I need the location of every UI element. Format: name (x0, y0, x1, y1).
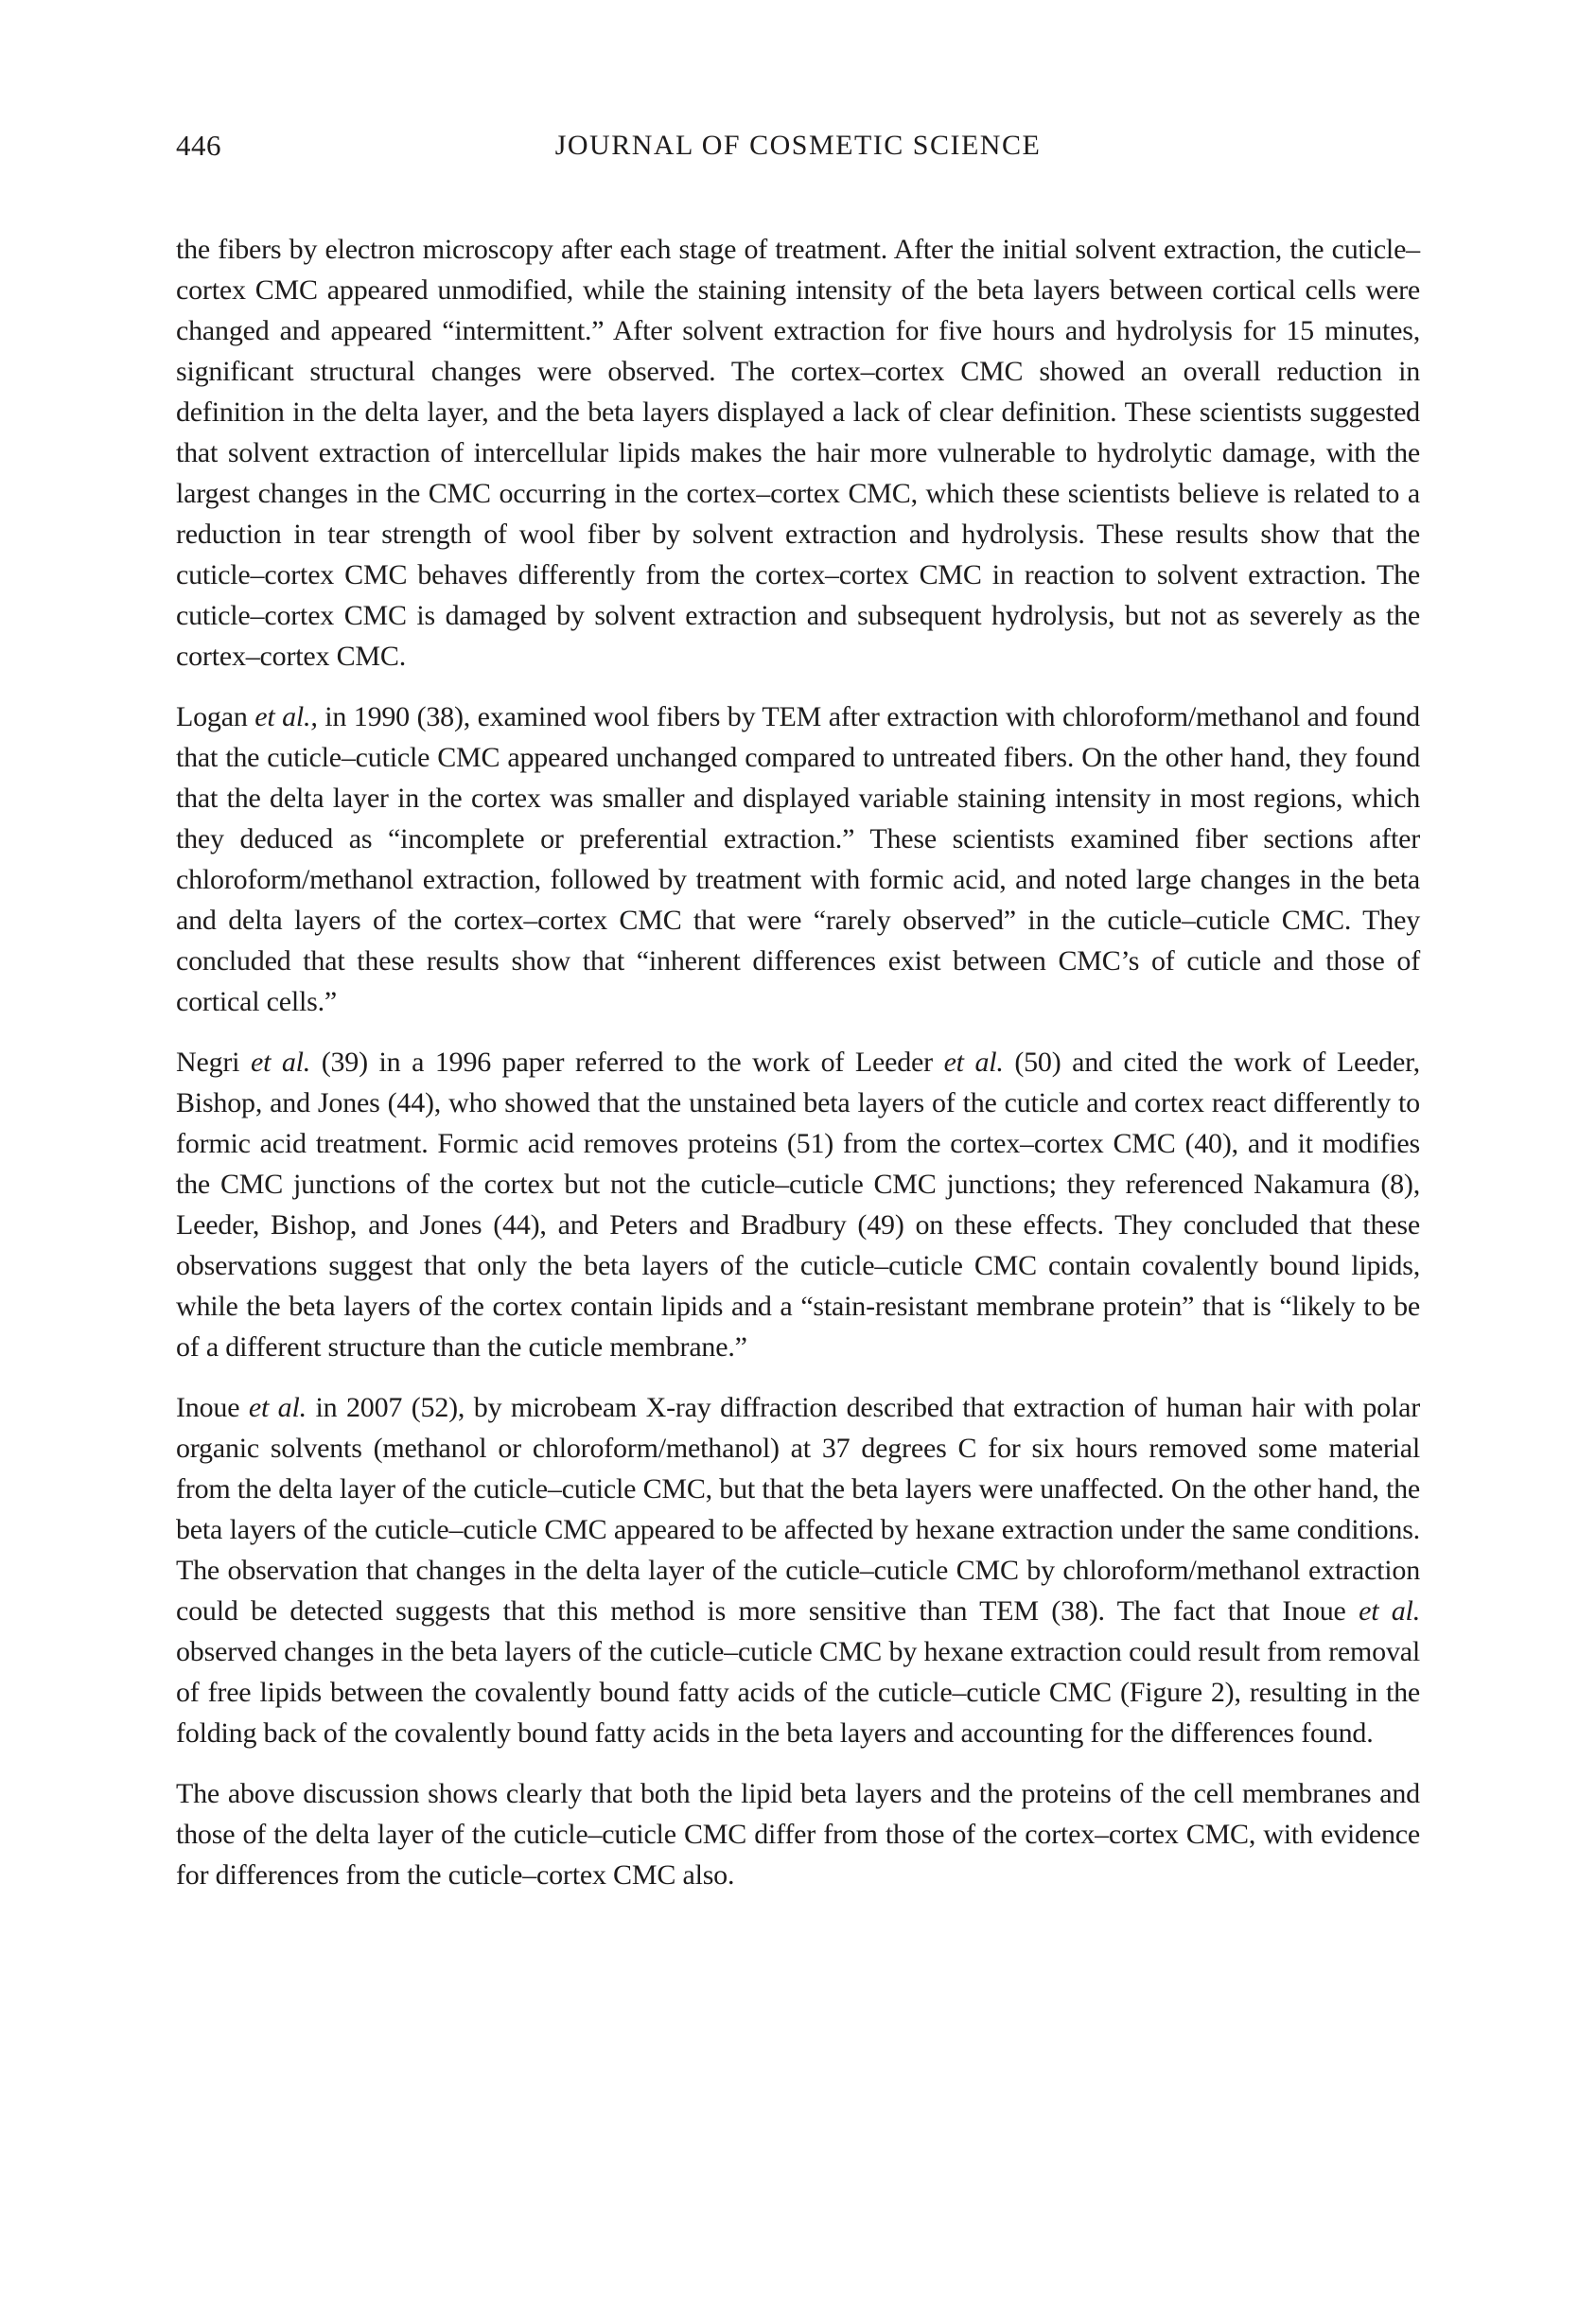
latin-phrase: et al. (250, 1047, 311, 1078)
text-run: in 2007 (52), by microbeam X-ray diffraction described that extraction of human hair with polar organic solvents (methanol or chloroform/methanol) at 37 degrees C for six hours removed some material from the delta layer of the cuticle–cuticle CMC, but that the beta layers were unaffected. On the other hand, the beta layers of the cuticle–cuticle CMC appeared to be affected by hexane extraction under the same conditions. The observation that changes in the delta layer of the cuticle–cuticle CMC by chloroform/methanol extraction could be detected suggests that this method is more sensitive than TEM (38). The fact that Inoue (176, 1392, 1420, 1627)
latin-phrase: et al. (943, 1047, 1004, 1078)
text-run: Negri (176, 1047, 251, 1078)
text-run: (39) in a 1996 paper referred to the work of Leeder (310, 1047, 944, 1078)
page-number: 446 (176, 129, 221, 162)
latin-phrase: et al. (1359, 1595, 1420, 1627)
text-run: (50) and cited the work of Leeder, Bishop, and Jones (44), who showed that the unstained beta layers of the cuticle and cortex react differently to formic acid treatment. Formic acid removes proteins (51) from the cortex–cortex CMC (40), and it modifies the CMC junctions of the cortex but not the cuticle–cuticle CMC junctions; they referenced Nakamura (8), Leeder, Bishop, and Jones (44), and Peters and Bradbury (49) on these effects. They concluded that these observations suggest that only the beta layers of the cuticle–cuticle CMC contain covalently bound lipids, while the beta layers of the cortex contain lipids and a “stain-resistant membrane protein” that is “likely to be of a different structure than the cuticle membrane.” (176, 1047, 1420, 1363)
journal-title: JOURNAL OF COSMETIC SCIENCE (554, 130, 1042, 161)
text-run: observed changes in the beta layers of the cuticle–cuticle CMC by hexane extraction could result from removal of free lipids between the covalently bound fatty acids of the cuticle–cuticle CMC (Figure 2), resulting in the folding back of the covalently bound fatty acids in the beta layers and accounting for the differences found. (176, 1636, 1420, 1749)
text-run: Logan (176, 701, 255, 732)
paragraph (176, 229, 1420, 677)
paragraph (176, 1387, 1420, 1753)
text-run: The above discussion shows clearly that both the lipid beta layers and the proteins of the cell membranes and those of the delta layer of the cuticle–cuticle CMC differ from those of the cortex–cortex CMC, with evidence for differences from the cuticle–cortex CMC also. (176, 1778, 1420, 1891)
article-text (176, 229, 1420, 1915)
paragraph (176, 1042, 1420, 1367)
page-header (176, 127, 1420, 168)
latin-phrase: et al. (248, 1392, 307, 1423)
latin-phrase: et al., (254, 701, 318, 732)
text-run: Inoue (176, 1392, 249, 1423)
paragraph (176, 1773, 1420, 1895)
text-run: the fibers by electron microscopy after each stage of treatment. After the initial solvent extraction, the cuticle–cortex CMC appeared unmodified, while the staining intensity of the beta layers between cortical cells were changed and appeared “intermittent.” After solvent extraction for five hours and hydrolysis for 15 minutes, significant structural changes were observed. The cortex–cortex CMC showed an overall reduction in definition in the delta layer, and the beta layers displayed a lack of clear definition. These scientists suggested that solvent extraction of intercellular lipids makes the hair more vulnerable to hydrolytic damage, with the largest changes in the CMC occurring in the cortex–cortex CMC, which these scientists believe is related to a reduction in tear strength of wool fiber by solvent extraction and hydrolysis. These results show that the cuticle–cortex CMC behaves differently from the cortex–cortex CMC in reaction to solvent extraction. The cuticle–cortex CMC is damaged by solvent extraction and subsequent hydrolysis, but not as severely as the cortex–cortex CMC. (176, 234, 1420, 672)
paragraph (176, 696, 1420, 1022)
text-run: in 1990 (38), examined wool fibers by TEM after extraction with chloroform/methanol and found that the cuticle–cuticle CMC appeared unchanged compared to untreated fibers. On the other hand, they found that the delta layer in the cortex was smaller and displayed variable staining intensity in most regions, which they deduced as “incomplete or preferential extraction.” These scientists examined fiber sections after chloroform/methanol extraction, followed by treatment with formic acid, and noted large changes in the beta and delta layers of the cortex–cortex CMC that were “rarely observed” in the cuticle–cuticle CMC. They concluded that these results show that “inherent differences exist between CMC’s of cuticle and those of cortical cells.” (176, 701, 1420, 1017)
